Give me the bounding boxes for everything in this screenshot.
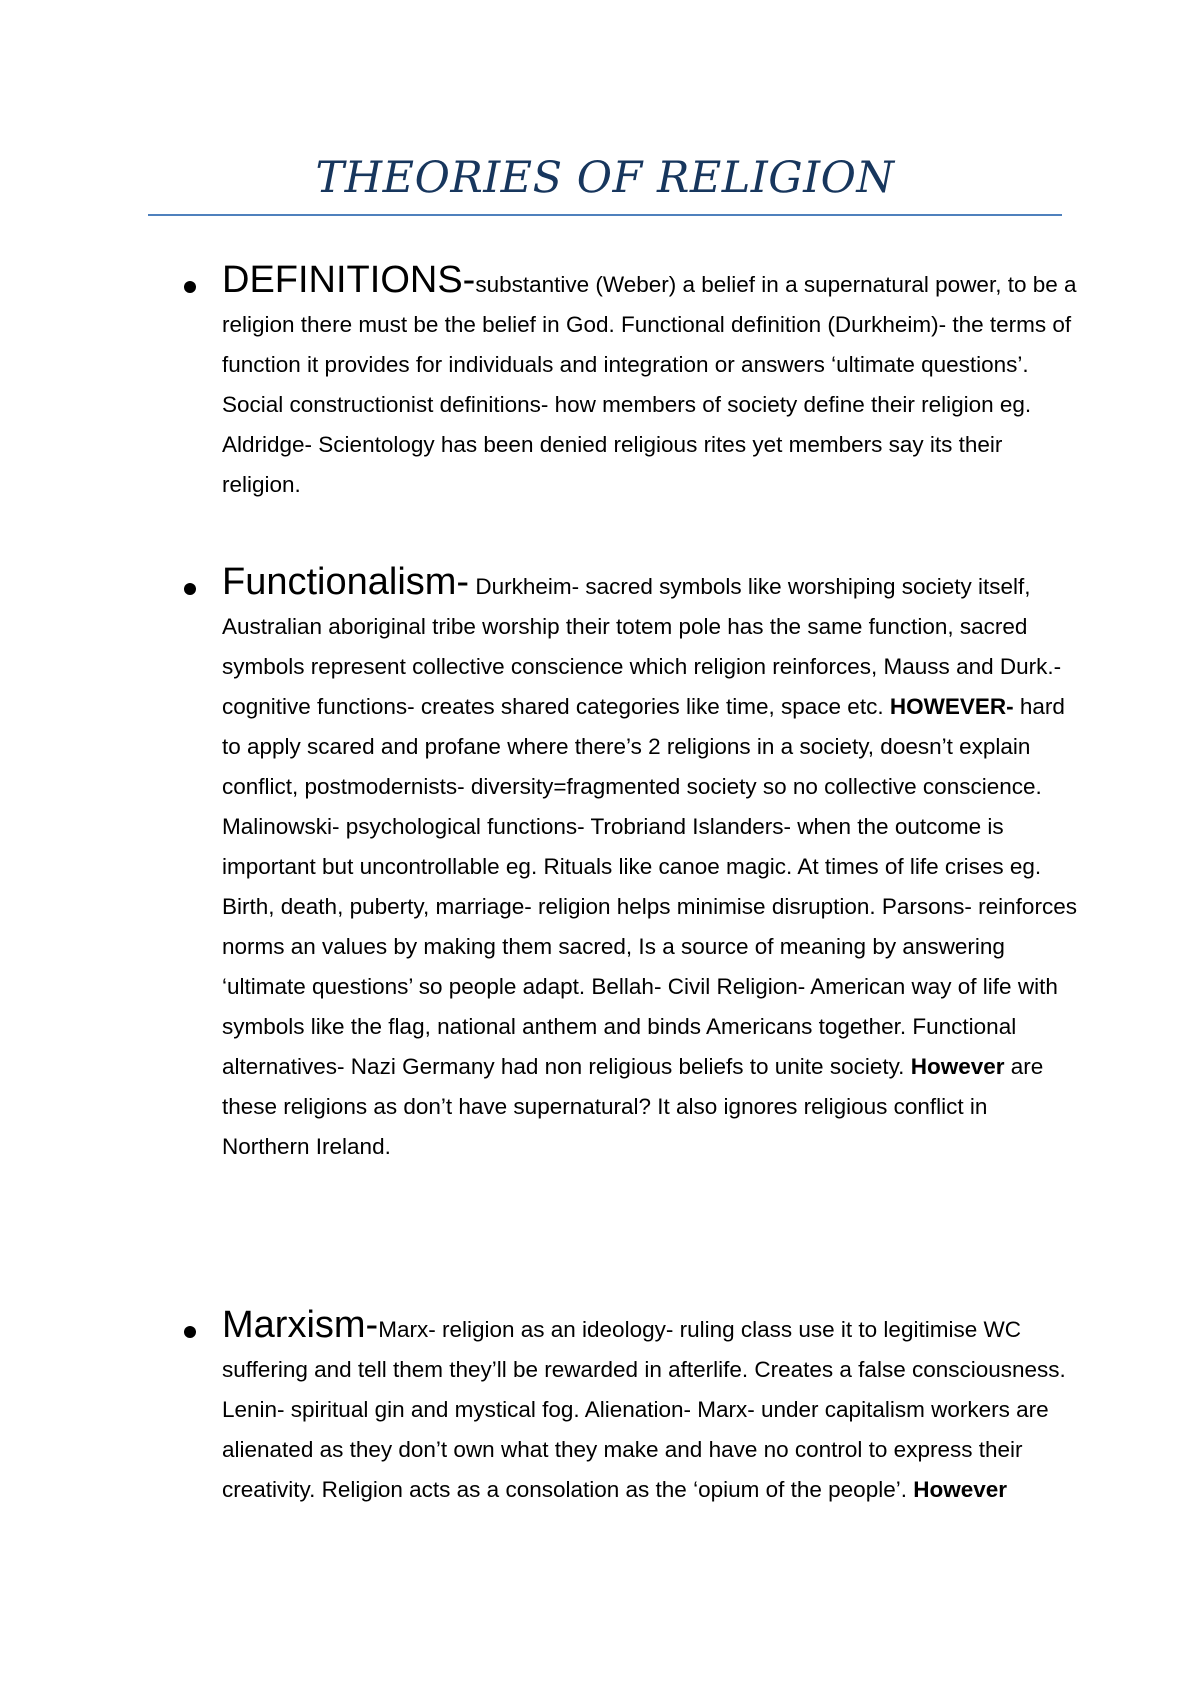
emphasis-text: However <box>913 1477 1008 1502</box>
title-underline <box>148 214 1062 216</box>
bullet-icon <box>184 281 196 293</box>
section-heading: DEFINITIONS- <box>222 259 476 301</box>
section-functionalism <box>222 562 1078 1167</box>
emphasis-text: HOWEVER- <box>889 694 1014 719</box>
section-marxism <box>222 1305 1078 1510</box>
section-paragraph <box>222 562 1078 807</box>
section-heading: Functionalism- <box>222 561 470 603</box>
section-text: are these religions as don’t have supernatural? It also ignores religious conflict in Northern Ireland. <box>222 1054 1044 1159</box>
section-text: hard to apply scared and profane where there’s 2 religions in a society, doesn’t explain conflict, postmodernists- diversity=fragmented society so no collective conscience. <box>222 694 1065 799</box>
section-paragraph <box>222 807 1078 1167</box>
bullet-icon <box>184 583 196 595</box>
section-text: substantive (Weber) a belief in a supernatural power, to be a religion there must be the belief in God. Functional definition (Durkheim)- the terms of function it provides for individuals and integration or answers ‘ultimate questions’. Social constructionist definitions- how members of society define their religion eg. Aldridge- Scientology has been denied religious rites yet members say its their religion. <box>222 272 1077 497</box>
section-paragraph <box>222 1305 1078 1510</box>
section-definitions <box>222 260 1078 505</box>
section-heading: Marxism- <box>222 1304 379 1346</box>
emphasis-text: However <box>910 1054 1005 1079</box>
section-text: Malinowski- psychological functions- Trobriand Islanders- when the outcome is important but uncontrollable eg. Rituals like canoe magic. At times of life crises eg. Birth, death, puberty, marriage- religion helps minimise disruption. Parsons- reinforces norms an values by making them sacred, Is a source of meaning by answering ‘ultimate questions’ so people adapt. Bellah- Civil Religion- American way of life with symbols like the flag, national anthem and binds Americans together. Functional alternatives- Nazi Germany had non religious beliefs to unite society. <box>222 814 1077 1079</box>
section-paragraph <box>222 260 1078 505</box>
bullet-icon <box>184 1326 196 1338</box>
page-title: THEORIES OF RELIGION <box>315 153 895 203</box>
section-text: Durkheim- sacred symbols like worshiping society itself, Australian aboriginal tribe worship their totem pole has the same function, sacred symbols represent collective conscience which religion reinforces, Mauss and Durk.- cognitive functions- creates shared categories like time, space etc. <box>222 574 1062 719</box>
section-text: Marx- religion as an ideology- ruling class use it to legitimise WC suffering and tell them they’ll be rewarded in afterlife. Creates a false consciousness. Lenin- spiritual gin and mystical fog. Alienation- Marx- under capitalism workers are alienated as they don’t own what they make and have no control to express their creativity. Religion acts as a consolation as the ‘opium of the people’. <box>222 1317 1066 1502</box>
